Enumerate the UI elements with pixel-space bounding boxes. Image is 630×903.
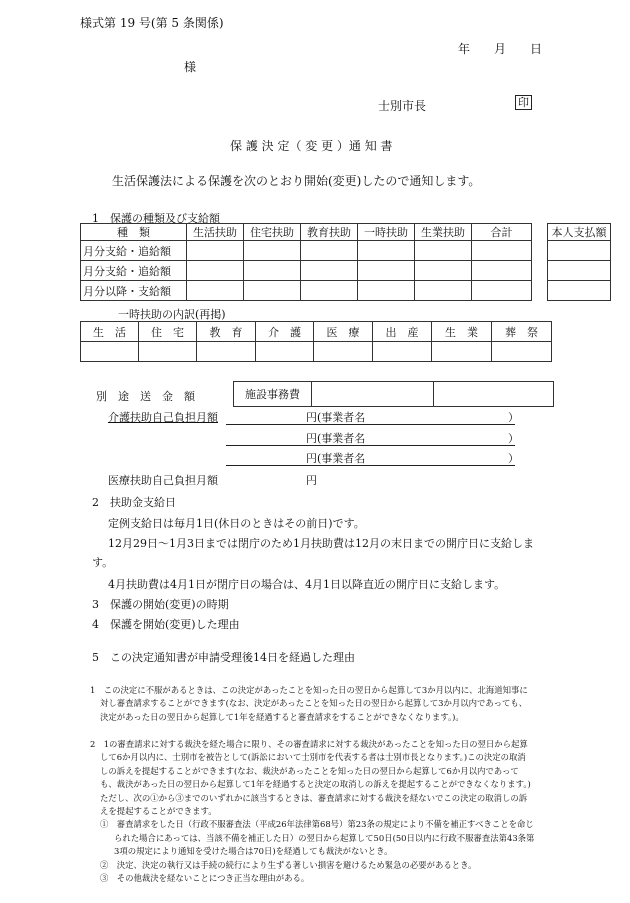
- section2-para3: 4月扶助費は4月1日が閉庁日の場合は、4月1日以降直近の開庁日に支給します。: [108, 578, 506, 591]
- cell: [373, 342, 432, 362]
- cell: [256, 342, 314, 362]
- facility-label: 施設事務費: [234, 382, 312, 407]
- cell: [301, 241, 358, 261]
- cell: [415, 281, 472, 301]
- separate-remittance-label: 別 途 送 金 額: [96, 390, 195, 403]
- header-living: 生活扶助: [187, 224, 244, 241]
- section3-heading: 3 保護の開始(変更)の時期: [92, 598, 229, 611]
- row-label: 月分支給・追給額: [81, 261, 187, 281]
- yen-unit: 円: [306, 474, 317, 487]
- benefit-table: [80, 223, 532, 301]
- underline: [226, 424, 515, 425]
- header-education: 教育扶助: [301, 224, 358, 241]
- yen-provider: 円(事業者名: [306, 411, 366, 424]
- note-line: られた場合にあっては、当該不備を補正した日）の翌日から起算して50日(50日以内に行政不服審査法第43条第: [114, 832, 535, 843]
- cell: [187, 241, 244, 261]
- cell: [432, 342, 492, 362]
- temporary-breakdown-title: 一時扶助の内訳(再掲): [118, 308, 226, 321]
- breakdown-header: 介 護: [256, 322, 314, 342]
- cell: [244, 261, 301, 281]
- self-pay-header: 本人支払額: [548, 224, 611, 241]
- document-title: 保 護 決 定（ 変 更 ）通 知 書: [230, 139, 393, 153]
- section1-heading: 1 保護の種類及び支給額: [92, 212, 220, 225]
- issuer-name: 士別市長: [378, 99, 427, 113]
- self-pay-table: [547, 223, 611, 301]
- cell: [187, 281, 244, 301]
- section4-heading: 4 保護を開始(変更)した理由: [92, 618, 240, 631]
- cell: [472, 241, 532, 261]
- cell: [358, 241, 415, 261]
- row-label: 月分以降・支給額: [81, 281, 187, 301]
- temporary-breakdown-table: [80, 321, 552, 362]
- header-housing: 住宅扶助: [244, 224, 301, 241]
- note-line: しの訴えを提起することができます(なお、裁決があったことを知った日の翌日から起算して6か月以内であって: [100, 765, 519, 776]
- section2-para2a: 12月29日～1月3日までは閉庁のため1月扶助費は12月の末日までの開庁日に支給しま: [108, 537, 534, 550]
- note-line: 対し審査請求することができます(なお、決定があったことを知った日の翌日から起算して3か月以内であっても、: [100, 698, 528, 709]
- paren-close: ）: [508, 411, 519, 424]
- section2-para1: 定例支給日は毎月1日(休日のときはその前日)です。: [108, 517, 365, 530]
- breakdown-header: 医 療: [314, 322, 373, 342]
- breakdown-header: 生 業: [432, 322, 492, 342]
- header-type: 種 類: [81, 224, 187, 241]
- section2-para2b: す。: [92, 556, 114, 569]
- breakdown-header: 葬 祭: [492, 322, 552, 342]
- note-line: 1 この決定に不服があるときは、この決定があったことを知った日の翌日から起算して3か月以内に、北海道知事に: [90, 685, 528, 695]
- breakdown-header: 出 産: [373, 322, 432, 342]
- cell: [197, 342, 256, 362]
- row-label: 月分支給・追給額: [81, 241, 187, 261]
- note-line: 3項の規定により通知を受けた場合は70日)を経過しても裁決がないとき。: [114, 846, 393, 857]
- section2-heading: 2 扶助金支給日: [92, 496, 176, 509]
- cell: [81, 342, 139, 362]
- cell: [312, 382, 434, 407]
- cell: [244, 281, 301, 301]
- header-total: 合計: [472, 224, 532, 241]
- cell: [434, 382, 554, 407]
- form-number: 様式第 19 号(第 5 条関係): [80, 16, 224, 30]
- underline: [226, 465, 515, 466]
- cell: [415, 241, 472, 261]
- cell: [472, 281, 532, 301]
- cell: [244, 241, 301, 261]
- cell: [415, 261, 472, 281]
- cell: [187, 261, 244, 281]
- paren-close: ）: [508, 432, 519, 445]
- intro-text: 生活保護法による保護を次のとおり開始(変更)したので通知します。: [112, 174, 481, 188]
- note-line: も、裁決があった日の翌日から起算して1年を経過すると決定の取消しの訴えを提起することができなくなります。): [100, 779, 531, 790]
- cell: [548, 261, 611, 281]
- breakdown-header: 生 活: [81, 322, 139, 342]
- note-line: えを提起することができます。: [100, 806, 217, 817]
- note-line: 2 1の審査請求に対する裁決を経た場合に限り、その審査請求に対する裁決があったことを知った日の翌日から起算: [90, 739, 528, 749]
- care-selfpay-label: 介護扶助自己負担月額: [108, 411, 218, 424]
- cell: [358, 281, 415, 301]
- facility-table: [233, 381, 554, 407]
- cell: [301, 261, 358, 281]
- medical-selfpay-label: 医療扶助自己負担月額: [108, 474, 218, 487]
- yen-provider: 円(事業者名: [306, 452, 366, 465]
- seal-stamp: 印: [515, 95, 532, 110]
- cell: [301, 281, 358, 301]
- cell: [492, 342, 552, 362]
- section5-heading: 5 この決定通知書が申請受理後14日を経過した理由: [92, 651, 355, 664]
- note-line: して6か月以内に、士別市を被告として(訴訟において士別市を代表する者は士別市長となります。)この決定の取消: [100, 752, 526, 763]
- cell: [314, 342, 373, 362]
- cell: [548, 241, 611, 261]
- paren-close: ）: [508, 452, 519, 465]
- breakdown-header: 住 宅: [139, 322, 197, 342]
- note-2: [90, 738, 570, 885]
- header-occupation: 生業扶助: [415, 224, 472, 241]
- condition-2: ② 決定、決定の執行又は手続の続行により生ずる著しい損害を避けるため緊急の必要があるとき。: [100, 859, 477, 870]
- cell: [139, 342, 197, 362]
- condition-1: ① 審査請求をした日（行政不服審査法（平成26年法律第68号）第23条の規定により不備を補正すべきことを命じ: [100, 819, 534, 830]
- note-line: 決定があった日の翌日から起算して1年を経過すると審査請求をすることができなくなります。)。: [100, 711, 464, 722]
- underline: [226, 445, 515, 446]
- condition-3: ③ その他裁決を経ないことにつき正当な理由がある。: [100, 873, 310, 884]
- cell: [548, 281, 611, 301]
- breakdown-header: 教 育: [197, 322, 256, 342]
- date-field: 年 月 日: [458, 42, 543, 56]
- note-1: [90, 684, 570, 724]
- cell: [472, 261, 532, 281]
- addressee-suffix: 様: [184, 60, 197, 74]
- yen-provider: 円(事業者名: [306, 432, 366, 445]
- note-line: ただし、次の①から③までのいずれかに該当するときは、審査請求に対する裁決を経ないでこの決定の取消しの訴: [100, 792, 528, 803]
- header-temporary: 一時扶助: [358, 224, 415, 241]
- cell: [358, 261, 415, 281]
